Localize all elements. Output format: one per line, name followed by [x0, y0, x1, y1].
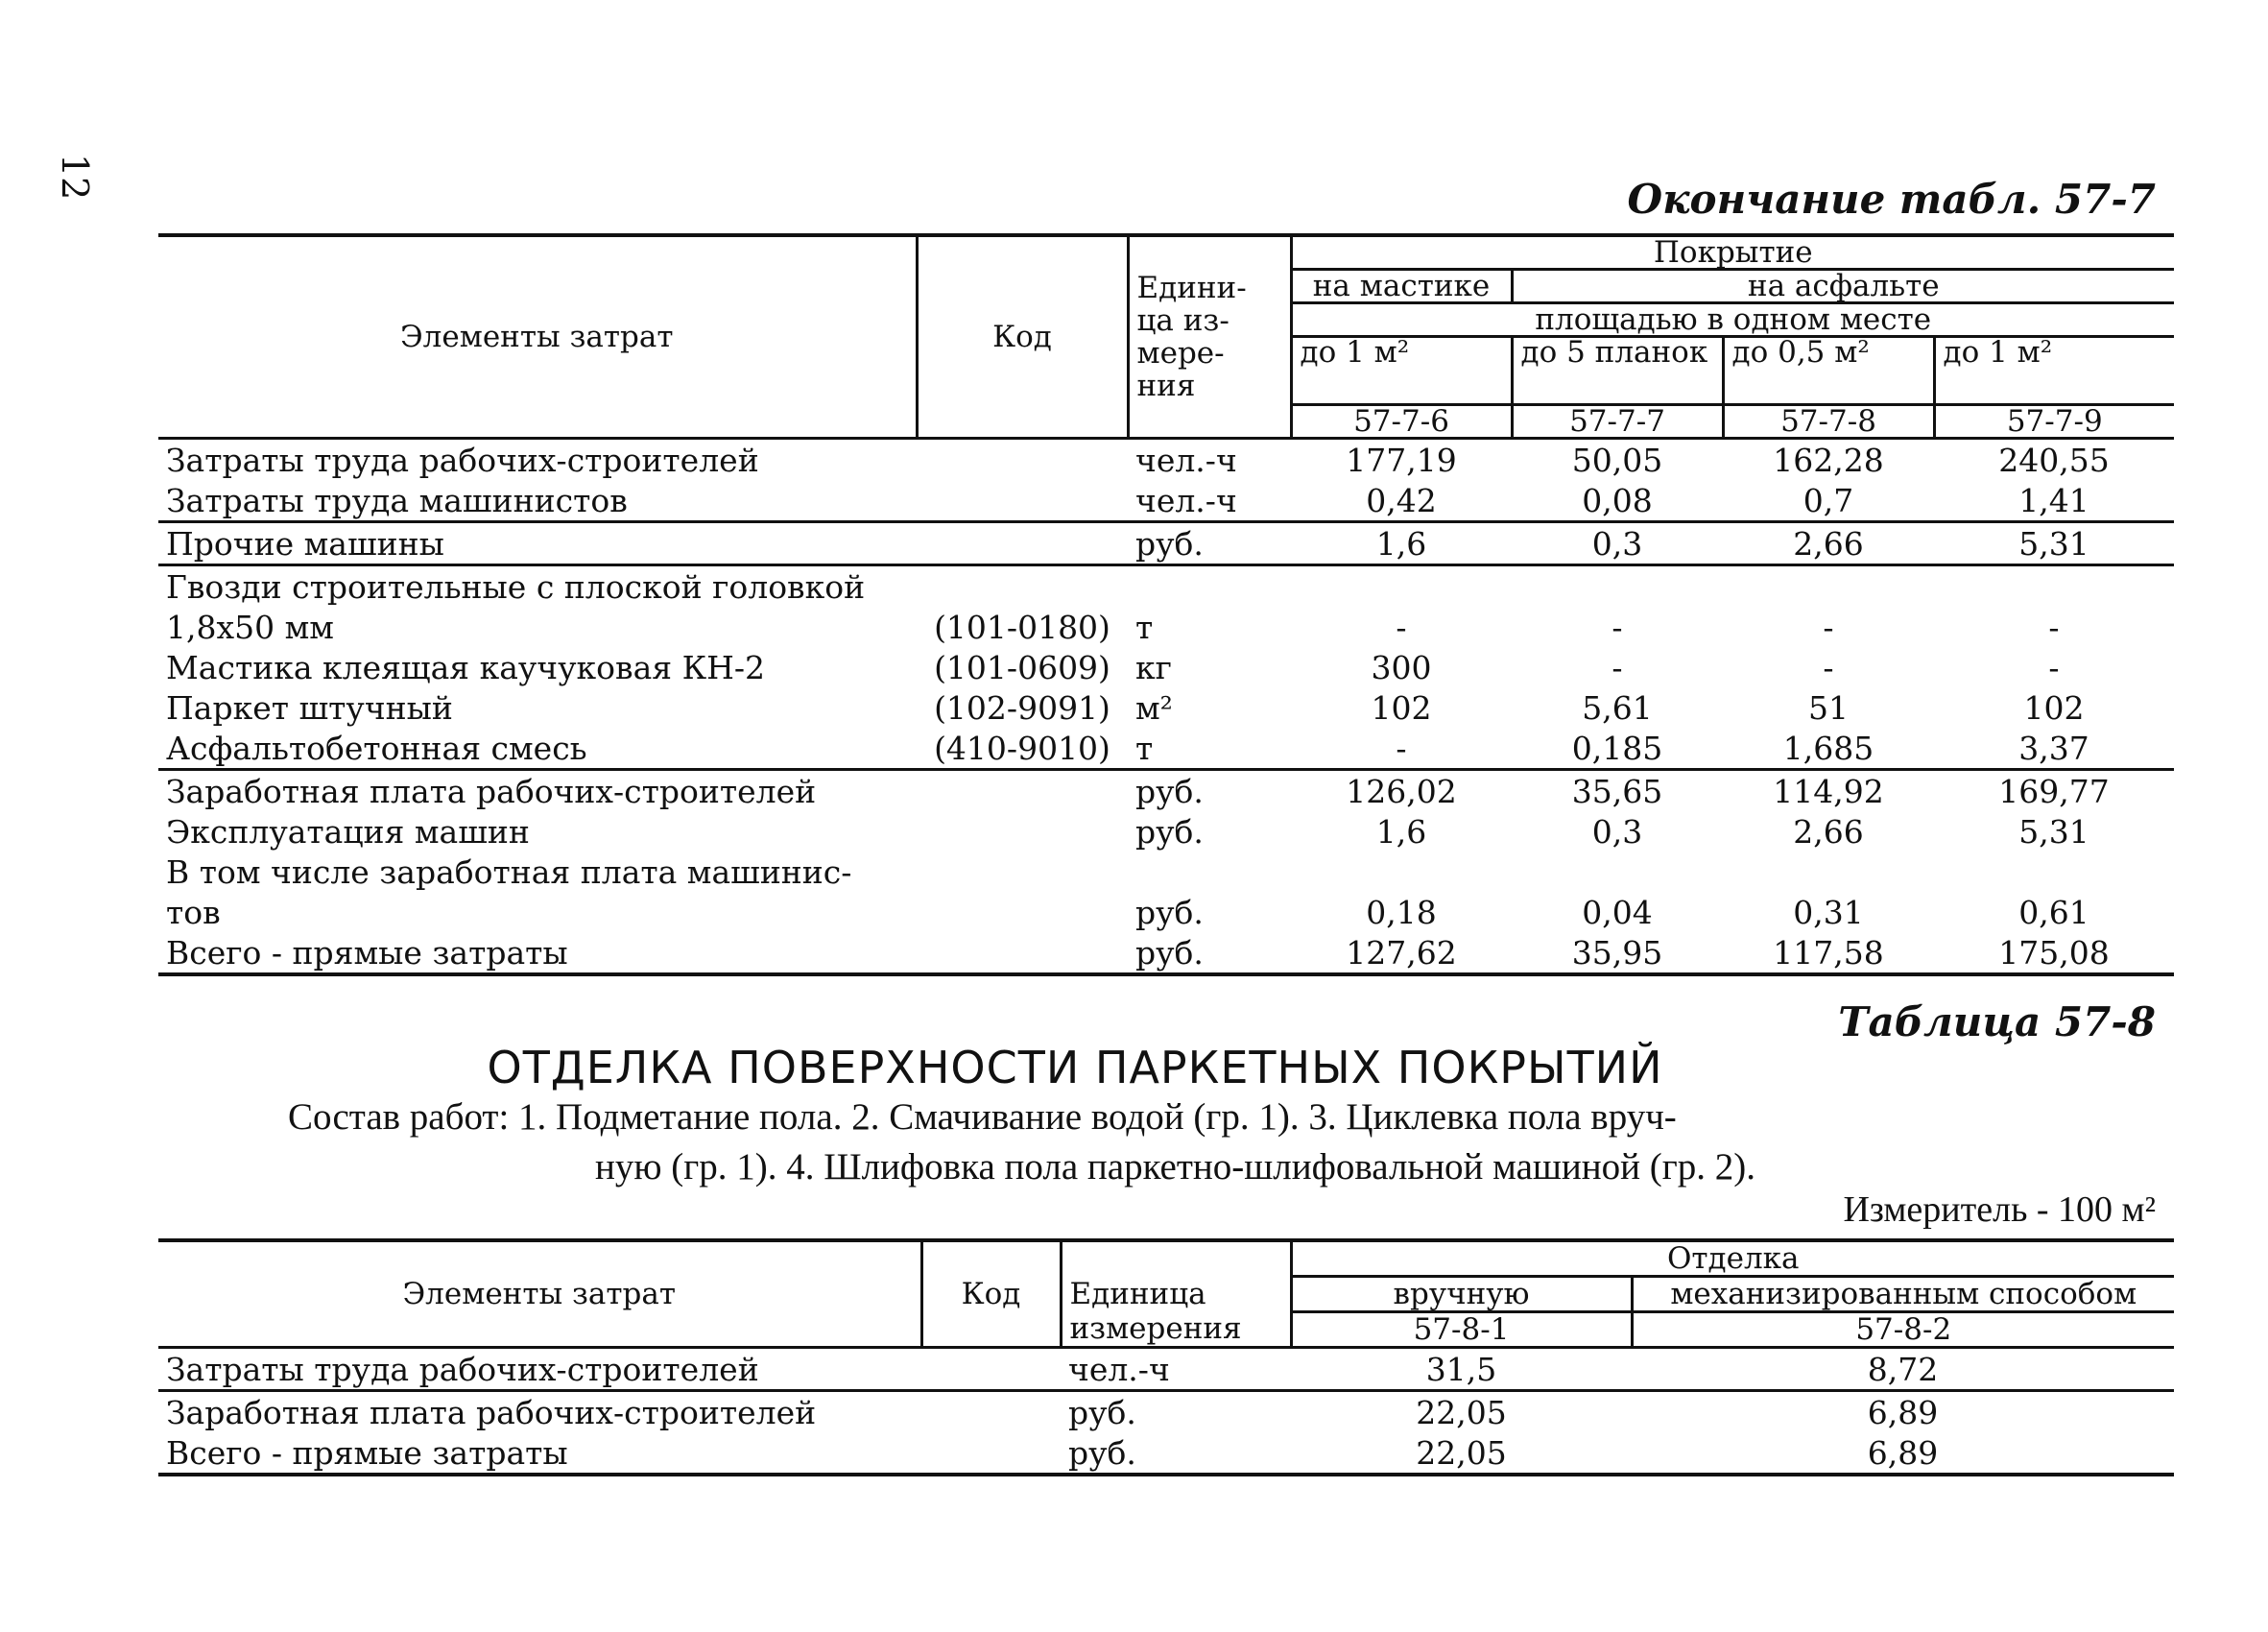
cost-table-57-7 — [158, 233, 2174, 976]
page-number: 12 — [54, 154, 96, 201]
row-value: 5,31 — [1934, 522, 2174, 565]
row-name: Прочие машины — [158, 522, 917, 565]
row-code — [921, 1348, 1061, 1391]
row-code — [917, 811, 1128, 852]
row-unit: руб. — [1135, 933, 1204, 972]
row-unit: чел.-ч — [1135, 481, 1237, 519]
row-name: Мастика клеящая каучуковая КН-2 — [166, 648, 766, 686]
row-value: 51 — [1808, 688, 1849, 727]
row-value: 0,31 — [1793, 893, 1864, 931]
table-row — [158, 647, 2174, 687]
row-value: 0,18 — [1366, 893, 1437, 931]
row-value: 22,05 — [1416, 1433, 1507, 1472]
row-unit: чел.-ч — [1128, 439, 1291, 481]
row-unit — [1128, 852, 1291, 892]
row-name: Паркет штучный — [166, 688, 453, 727]
row-unit: руб. — [1128, 770, 1291, 812]
row-code — [917, 892, 1128, 932]
composition-line: Состав работ: 1. Подметание пола. 2. Смачивание водой (гр. 1). 3. Циклевка пола вруч- — [288, 1096, 1677, 1138]
row-value: - — [1396, 608, 1407, 646]
row-value — [1934, 852, 2174, 892]
table-row — [158, 852, 2174, 892]
row-unit — [1128, 565, 1291, 608]
table-row — [158, 522, 2174, 565]
row-value: 175,08 — [1998, 933, 2110, 972]
row-value: 1,685 — [1782, 729, 1874, 767]
row-value — [1291, 565, 1512, 608]
row-name: Эксплуатация машин — [166, 812, 530, 851]
table-row — [158, 770, 2174, 812]
row-name: В том числе заработная плата машинис- — [166, 852, 852, 891]
table-row — [158, 728, 2174, 770]
table-continuation-title: Окончание табл. 57-7 — [1627, 176, 2156, 223]
row-name: 1,8х50 мм — [166, 608, 334, 646]
row-value: 5,31 — [2018, 812, 2089, 851]
row-value: 169,77 — [1934, 770, 2174, 812]
row-value: 6,89 — [1632, 1391, 2174, 1433]
row-unit: руб. — [1135, 812, 1204, 851]
row-unit: т — [1135, 729, 1154, 767]
table-row — [158, 565, 2174, 608]
row-value — [1512, 852, 1723, 892]
header-code: Код — [917, 235, 1128, 439]
header-mechanized: механизированным способом — [1632, 1277, 2174, 1312]
row-value: - — [1396, 729, 1407, 767]
table-row — [158, 439, 2174, 481]
row-value: 1,6 — [1291, 522, 1512, 565]
row-value: 0,42 — [1366, 481, 1437, 519]
header-col4: до 1 м² — [1934, 337, 2174, 405]
measurement-unit: Измеритель - 100 м² — [1843, 1189, 2156, 1230]
header-code: Код — [921, 1240, 1061, 1348]
row-value: 102 — [1371, 688, 1432, 727]
header-code4: 57-7-9 — [1934, 405, 2174, 439]
header-on-asphalt: на асфальте — [1512, 270, 2174, 303]
row-code — [917, 439, 1128, 481]
header-area-one-place: площадью в одном месте — [1291, 303, 2174, 337]
row-value: 5,61 — [1582, 688, 1653, 727]
row-value — [1934, 565, 2174, 608]
header-manual: вручную — [1291, 1277, 1632, 1312]
row-value: 6,89 — [1867, 1433, 1939, 1472]
row-code — [917, 770, 1128, 812]
row-value: 0,185 — [1571, 729, 1663, 767]
cost-table-57-8 — [158, 1238, 2174, 1476]
row-value: 3,37 — [2018, 729, 2089, 767]
row-value: 240,55 — [1934, 439, 2174, 481]
table-row — [158, 811, 2174, 852]
work-composition — [288, 1092, 2169, 1192]
row-code — [917, 852, 1128, 892]
row-value: - — [1823, 608, 1834, 646]
table-row — [158, 607, 2174, 647]
row-name: Затраты труда рабочих-строителей — [158, 1348, 921, 1391]
header-col3: до 0,5 м² — [1723, 337, 1934, 405]
row-value: - — [1611, 648, 1623, 686]
row-code: (410-9010) — [934, 729, 1110, 767]
header-col2: до 5 планок — [1512, 337, 1723, 405]
row-code — [917, 480, 1128, 522]
row-unit: чел.-ч — [1061, 1348, 1291, 1391]
section-title: ОТДЕЛКА ПОВЕРХНОСТИ ПАРКЕТНЫХ ПОКРЫТИЙ — [487, 1042, 1663, 1093]
row-name: Затраты труда рабочих-строителей — [158, 439, 917, 481]
row-value: - — [2048, 608, 2060, 646]
header-elements: Элементы затрат — [158, 235, 917, 439]
row-value: 35,65 — [1512, 770, 1723, 812]
row-value: 2,66 — [1723, 522, 1934, 565]
row-code — [917, 522, 1128, 565]
row-value: 127,62 — [1346, 933, 1457, 972]
table-row — [158, 892, 2174, 932]
row-code: (101-0180) — [934, 608, 1110, 646]
row-unit: руб. — [1061, 1391, 1291, 1433]
row-value: 0,04 — [1582, 893, 1653, 931]
row-name: Асфальтобетонная смесь — [166, 729, 587, 767]
row-value: 22,05 — [1291, 1391, 1632, 1433]
table-row — [158, 1432, 2174, 1475]
row-value: 0,3 — [1512, 522, 1723, 565]
row-value: 31,5 — [1291, 1348, 1632, 1391]
header-unit: Едини-ца из-мере-ния — [1128, 235, 1291, 439]
row-code: (101-0609) — [934, 648, 1110, 686]
row-name: Гвозди строительные с плоской головкой — [158, 565, 917, 608]
row-value: - — [2048, 648, 2060, 686]
row-name: Заработная плата рабочих-строителей — [158, 770, 917, 812]
row-value: 2,66 — [1793, 812, 1864, 851]
row-name: Всего - прямые затраты — [166, 933, 568, 972]
header-finishing: Отделка — [1291, 1240, 2174, 1277]
row-value: 126,02 — [1291, 770, 1512, 812]
header-code1: 57-7-6 — [1291, 405, 1512, 439]
row-unit: кг — [1135, 648, 1172, 686]
row-name: Заработная плата рабочих-строителей — [158, 1391, 921, 1433]
row-value: 35,95 — [1571, 933, 1663, 972]
row-name: Затраты труда машинистов — [166, 481, 628, 519]
composition-line: ную (гр. 1). 4. Шлифовка пола паркетно-шлифовальной машиной (гр. 2). — [595, 1146, 1756, 1188]
table-row — [158, 687, 2174, 728]
header-code2: 57-8-2 — [1632, 1312, 2174, 1348]
row-value — [1723, 565, 1934, 608]
row-value: - — [1611, 608, 1623, 646]
row-value: 0,08 — [1582, 481, 1653, 519]
row-value: 177,19 — [1291, 439, 1512, 481]
table-row — [158, 480, 2174, 522]
row-value: 50,05 — [1512, 439, 1723, 481]
row-code: (102-9091) — [934, 688, 1110, 727]
row-value: - — [1823, 648, 1834, 686]
row-value: 1,6 — [1375, 812, 1427, 851]
row-name: Всего - прямые затраты — [166, 1433, 568, 1472]
row-value: 1,41 — [2018, 481, 2089, 519]
header-code3: 57-7-8 — [1723, 405, 1934, 439]
table-row — [158, 1348, 2174, 1391]
table-label: Таблица 57-8 — [1838, 998, 2156, 1045]
row-value: 0,3 — [1591, 812, 1643, 851]
row-value: 8,72 — [1632, 1348, 2174, 1391]
row-code — [917, 565, 1128, 608]
header-code2: 57-7-7 — [1512, 405, 1723, 439]
row-unit: руб. — [1128, 522, 1291, 565]
row-value: 300 — [1371, 648, 1432, 686]
row-value: 0,61 — [2018, 893, 2089, 931]
row-unit: т — [1135, 608, 1154, 646]
header-code1: 57-8-1 — [1291, 1312, 1632, 1348]
table-row — [158, 1391, 2174, 1433]
row-value — [1291, 852, 1512, 892]
row-value — [1512, 565, 1723, 608]
header-coverage: Покрытие — [1291, 235, 2174, 270]
row-value: 114,92 — [1723, 770, 1934, 812]
header-elements: Элементы затрат — [158, 1240, 921, 1348]
header-unit: Единица измерения — [1061, 1240, 1291, 1348]
row-name: тов — [166, 893, 221, 931]
row-unit: руб. — [1068, 1433, 1136, 1472]
row-value: 117,58 — [1773, 933, 1884, 972]
row-unit: руб. — [1135, 893, 1204, 931]
table-row — [158, 932, 2174, 974]
row-value: 162,28 — [1723, 439, 1934, 481]
row-unit: м² — [1135, 688, 1173, 727]
row-code — [917, 932, 1128, 974]
row-code — [921, 1432, 1061, 1475]
row-code — [921, 1391, 1061, 1433]
header-col1: до 1 м² — [1291, 337, 1512, 405]
row-value: 102 — [2023, 688, 2085, 727]
row-value — [1723, 852, 1934, 892]
row-value: 0,7 — [1802, 481, 1854, 519]
header-on-mastic: на мастике — [1291, 270, 1512, 303]
